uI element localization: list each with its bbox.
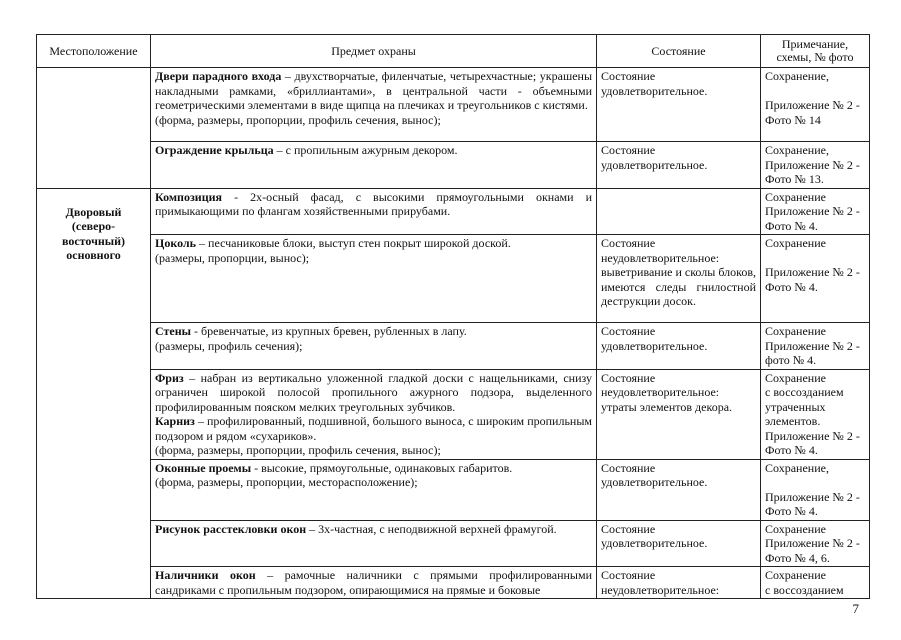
note-cell: Сохранение с воссозданием [761, 567, 870, 599]
location-cell-empty [37, 68, 151, 189]
condition-cell: Состояние удовлетворительное. [597, 459, 761, 520]
subject-cell [151, 567, 597, 599]
table-header-row [37, 35, 870, 68]
subject-text: – рамочные наличники с прямыми профилированными сандриками с пропильным подзором, опирающимися на прямые и боковые [155, 568, 593, 597]
subject-text: – 3х-частная, с неподвижной верхней фрамугой. [306, 521, 557, 536]
note-cell: Сохранение, Приложение № 2 - Фото № 4. [761, 459, 870, 520]
table-row [37, 567, 870, 599]
note-cell: Сохранение Приложение № 2 - Фото № 4. [761, 188, 870, 235]
condition-cell: Состояние удовлетворительное. [597, 520, 761, 567]
note-cell: Сохранение Приложение № 2 - Фото № 4, 6. [761, 520, 870, 567]
note-cell: Сохранение, Приложение № 2 - Фото № 13. [761, 142, 870, 189]
subject-title: Рисунок расстекловки окон [155, 521, 307, 536]
subject-text: – с пропильным ажурным декором. [273, 143, 458, 157]
header-location: Местоположение [37, 35, 151, 68]
note-cell: Сохранение с воссозданием утраченных элементов. Приложение № 2 - Фото № 4. [761, 369, 870, 459]
page-number: 7 [852, 601, 859, 616]
subject-title: Ограждение крыльца [155, 143, 274, 157]
condition-cell: Состояние удовлетворительное. [597, 323, 761, 370]
table-row [37, 188, 870, 235]
subject-title: Наличники окон [155, 568, 256, 582]
subject-text: – двухстворчатые, филенчатые, четырехчастные; украшены накладными рамками, «бриллиантами», в центральной части - объемными геометрическими элементами в виде щипца на плечиках и треугольников с кистями. (форма, размеры, пропорции, профиль сечения, вынос); [155, 69, 593, 127]
subject-cell [151, 142, 597, 189]
header-condition: Состояние [597, 35, 761, 68]
subject-cell [151, 323, 597, 370]
condition-cell: Состояние неудовлетворительное: [597, 567, 761, 599]
table-row [37, 459, 870, 520]
subject-text-2: – профилированный, подшивной, большого выноса, с широким пропильным подзором и рядом «сухариков». (форма, размеры, пропорции, профиль сечения, вынос); [155, 414, 592, 457]
subject-text: – набран из вертикально уложенной гладкой доски с нащельниками, снизу ограничен широкой полосой пропильного ажурного подзора, выделенного профилированным пояском мелких треугольных зубчиков. [155, 370, 592, 414]
subject-title-2: Карниз [155, 414, 195, 428]
subject-text: - 2х-осный фасад, с высокими прямоугольными окнами и примыкающими по флангам хозяйственными прирубами. [155, 189, 592, 218]
subject-cell [151, 459, 597, 520]
location-cell: Дворовый (северо- восточный) основного [37, 188, 151, 599]
table-row [37, 68, 870, 142]
header-subject: Предмет охраны [151, 35, 597, 68]
condition-cell: Состояние удовлетворительное. [597, 142, 761, 189]
subject-text: - высокие, прямоугольные, одинаковых габаритов. (форма, размеры, пропорции, месторасположение); [155, 460, 513, 489]
note-cell: Сохранение Приложение № 2 - фото № 4. [761, 323, 870, 370]
note-cell: Сохранение Приложение № 2 - Фото № 4. [761, 235, 870, 323]
condition-cell [597, 188, 761, 235]
subject-cell [151, 369, 597, 459]
subject-cell [151, 68, 597, 142]
note-cell: Сохранение, Приложение № 2 - Фото № 14 [761, 68, 870, 142]
subject-text: - бревенчатые, из крупных бревен, рубленных в лапу. (размеры, профиль сечения); [155, 324, 467, 353]
subject-text: – песчаниковые блоки, выступ стен покрыт широкой доской. (размеры, пропорции, вынос); [155, 236, 511, 265]
condition-cell: Состояние неудовлетворительное: утраты элементов декора. [597, 369, 761, 459]
condition-cell: Состояние удовлетворительное. [597, 68, 761, 142]
table-row [37, 369, 870, 459]
heritage-protection-table [36, 34, 870, 599]
subject-cell [151, 235, 597, 323]
subject-title: Фриз [155, 370, 184, 385]
condition-cell: Состояние неудовлетворительное: выветривание и сколы блоков, имеются следы гнилостной деструкции досок. [597, 235, 761, 323]
table-row [37, 323, 870, 370]
subject-title: Двери парадного входа [155, 69, 282, 83]
header-note: Примечание, схемы, № фото [761, 35, 870, 68]
subject-title: Композиция [155, 189, 223, 204]
subject-cell [151, 520, 597, 567]
subject-title: Оконные проемы [155, 460, 252, 475]
table-row [37, 142, 870, 189]
table-row [37, 235, 870, 323]
subject-title: Стены [155, 324, 192, 338]
subject-cell [151, 188, 597, 235]
subject-title: Цоколь [155, 236, 197, 250]
table-row [37, 520, 870, 567]
